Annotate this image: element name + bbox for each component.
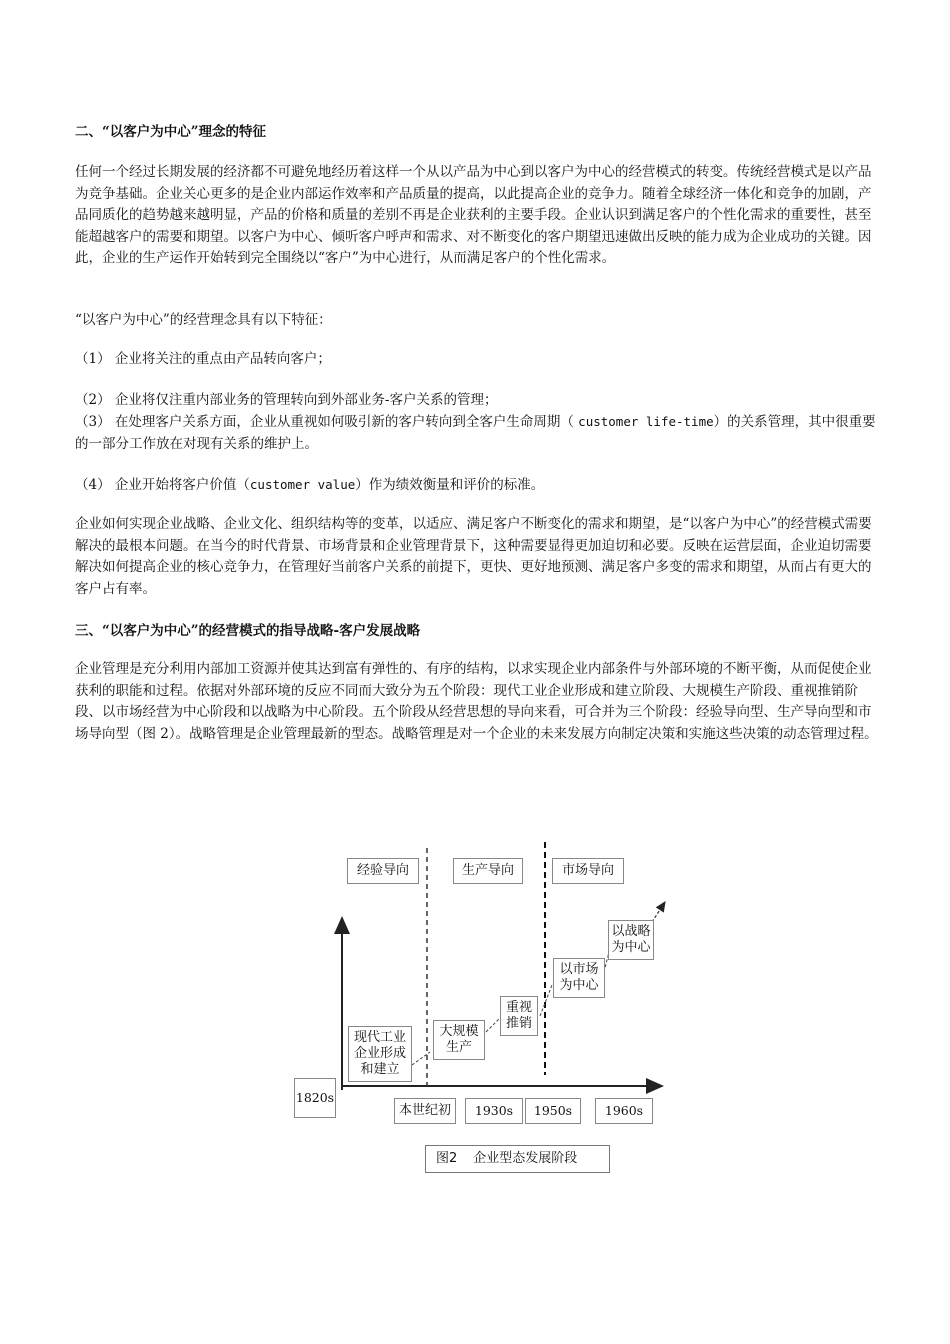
section-2-paragraph-1	[75, 162, 880, 270]
section-2-paragraph-2	[75, 514, 880, 600]
feature-item-1	[75, 349, 880, 371]
stage-label-line: 重视	[505, 1000, 532, 1015]
term-customer-value: customer value	[249, 477, 356, 492]
stage-label-line: 大规模	[439, 1024, 479, 1039]
paragraph-text: 企业管理是充分利用内部加工资源并使其达到富有弹性的、有序的结构，以求实现企业内部条件与外部环境的不断平衡，从而促使企业获利的职能和过程。依据对外部环境的反应不同而大致分为五个阶段：现代工业企业形成和建立阶段、大规模生产阶段、重视推销阶段、以市场经营为中心阶段和以战略为中心阶段。五个阶段从经营思想的导向来看，可合并为三个阶段：经验导向型、生产导向型和市场导向型（图 2）。战略管理是企业管理最新的型态。战略管理是对一个企业的未来发展方向制定决策和实施这些决策的动态管理过程。	[75, 661, 878, 742]
feature-item-3	[75, 411, 880, 455]
item-text-part: （4） 企业开始将客户价值（	[75, 477, 250, 493]
item-text-part: ）作为绩效衡量和评价的标准。	[355, 477, 545, 493]
connector-3	[540, 985, 552, 1016]
paragraph-text: 任何一个经过长期发展的经济都不可避免地经历着这样一个从以产品为中心到以客户为中心的经营模式的转变。传统经营模式是以产品为竞争基础。企业关心更多的是企业内部运作效率和产品质量的提高，以此提高企业的竞争力。随着全球经济一体化和竞争的加剧，产品同质化的趋势越来越明显，产品的价格和质量的差别不再是企业获利的主要手段。企业认识到满足客户的个性化需求的重要性，甚至能超越客户的需要和期望。以客户为中心、倾听客户呼声和需求、对不断变化的客户期望迅速做出反映的能力成为企业成功的关键。因此，企业的生产运作开始转到完全围绕以“客户”为中心进行，从而满足客户的个性化需求。	[75, 164, 872, 266]
tick-century-start: 本世纪初	[394, 1098, 456, 1124]
item-text-part: （3） 在处理客户关系方面，企业从重视如何吸引新的客户转向到全客户生命周期（	[75, 414, 579, 430]
stage-label-line: 为中心	[611, 940, 651, 955]
features-intro	[75, 310, 880, 332]
tick-1930s: 1930s	[465, 1098, 523, 1124]
tick-1950s: 1950s	[525, 1098, 581, 1124]
list-item-text: （2） 企业将仅注重内部业务的管理转向到外部业务-客户关系的管理；	[75, 392, 498, 408]
section-2-heading: 二、“以客户为中心”理念的特征	[75, 124, 267, 140]
stage-label-line: 推销	[505, 1016, 532, 1031]
tick-1820s: 1820s	[294, 1078, 336, 1118]
stage-label-line: 企业形成	[353, 1046, 406, 1061]
paragraph-text: 企业如何实现企业战略、企业文化、组织结构等的变革，以适应、满足客户不断变化的需求和期望，是“以客户为中心”的经营模式需要解决的最根本问题。在当今的时代背景、市场背景和企业管理背景下，这种需要显得更加迫切和必要。反映在运营层面，企业迫切需要解决如何提高企业的核心竞争力，在管理好当前客户关系的前提下，更快、更好地预测、满足客户多变的需求和期望，从而占有更大的客户占有率。	[75, 516, 872, 597]
stage-label-line: 和建立	[360, 1062, 400, 1077]
stage-sales-push	[500, 996, 538, 1036]
figure-caption	[425, 1145, 610, 1173]
list-item-text	[75, 474, 880, 497]
stage-strategy-centered	[608, 920, 654, 960]
stage-label-line: 生产	[445, 1040, 472, 1055]
paragraph-text: “以客户为中心”的经营理念具有以下特征：	[75, 312, 332, 328]
orientation-experience: 经验导向	[347, 858, 419, 884]
stage-market-centered	[553, 958, 605, 998]
stage-modern-industry	[348, 1026, 412, 1082]
caption-text: 企业型态发展阶段	[473, 1151, 578, 1166]
feature-item-4	[75, 474, 880, 497]
list-item-text	[75, 411, 880, 455]
stage-label-line: 以市场	[559, 962, 599, 977]
feature-item-2	[75, 390, 880, 412]
stage-label-line: 现代工业	[353, 1030, 406, 1045]
caption-number: 图2	[436, 1151, 458, 1166]
connector-2	[486, 1018, 500, 1032]
stage-label-line: 以战略	[611, 924, 651, 939]
section-3-heading: 三、“以客户为中心”的经营模式的指导战略-客户发展战略	[75, 623, 421, 639]
orientation-production: 生产导向	[453, 858, 523, 884]
section-3-paragraph-1	[75, 659, 880, 745]
figure-stage-diagram	[290, 840, 680, 1180]
diagram-lines	[290, 840, 680, 1180]
connector-arrow	[652, 902, 665, 922]
stage-label-line: 为中心	[559, 978, 599, 993]
stage-mass-production	[433, 1020, 485, 1060]
list-item-text: （1） 企业将关注的重点由产品转向客户；	[75, 351, 331, 367]
tick-1960s: 1960s	[595, 1098, 653, 1124]
item-text-part: ）的关系管理，其中很重要的一部分工作放在对现有关系的维护上。	[75, 414, 876, 452]
orientation-market: 市场导向	[552, 858, 624, 884]
term-customer-lifetime: customer life-time	[578, 414, 714, 429]
